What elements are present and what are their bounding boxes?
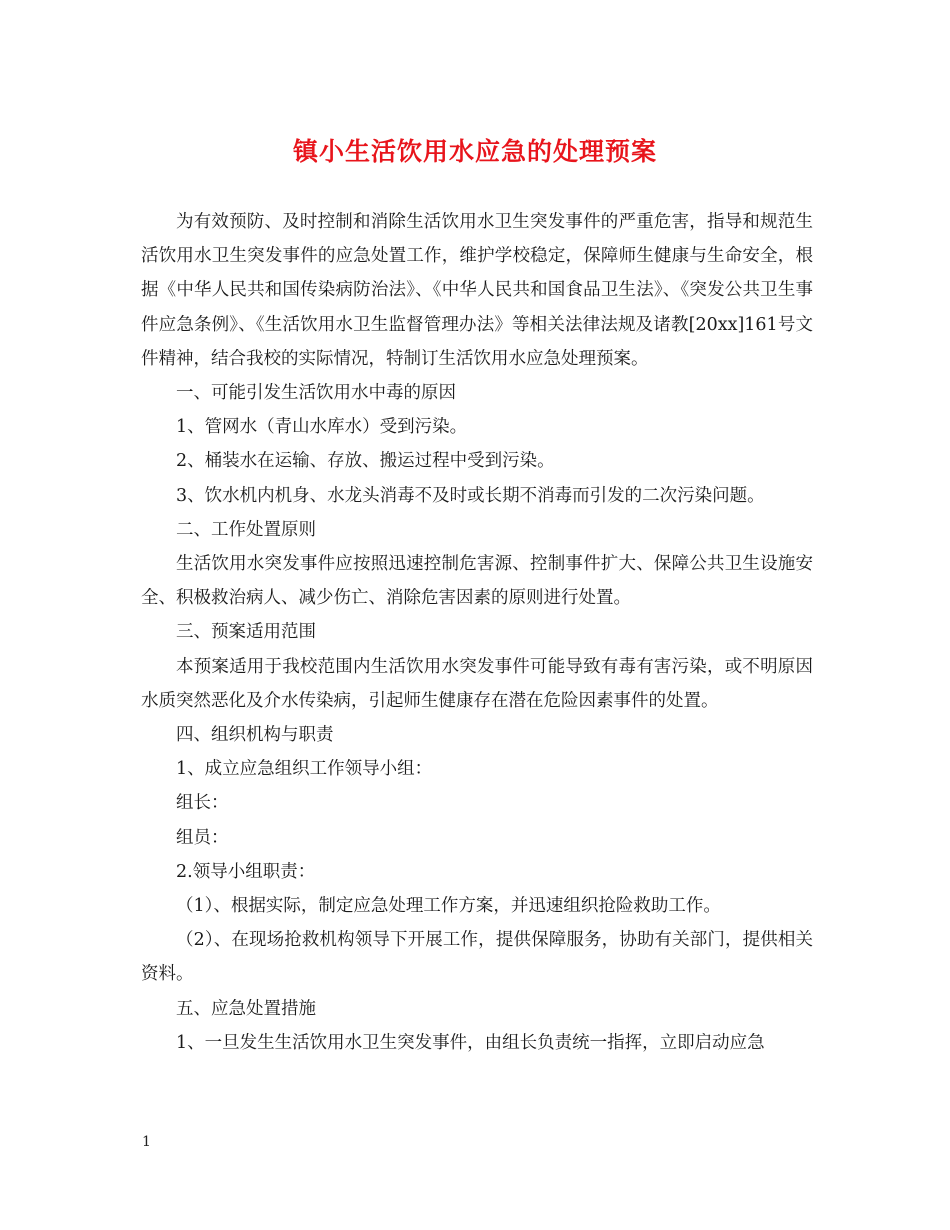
paragraph: 本预案适用于我校范围内生活饮用水突发事件可能导致有毒有害污染，或不明原因水质突然恶化及介水传染病，引起师生健康存在潜在危险因素事件的处置。 bbox=[141, 656, 813, 711]
section-heading-3: 三、预案适用范围 bbox=[176, 622, 316, 643]
members-line: 组员： bbox=[176, 827, 229, 848]
list-item: （2）、在现场抢救机构领导下开展工作，提供保障服务，协助有关部门，提供相关资料。 bbox=[141, 930, 813, 985]
page-number: 1 bbox=[142, 1134, 151, 1150]
section-heading-5: 五、应急处置措施 bbox=[176, 998, 316, 1019]
list-item: （1）、根据实际，制定应急处理工作方案，并迅速组织抢险救助工作。 bbox=[176, 896, 721, 917]
list-item: 2、桶装水在运输、存放、搬运过程中受到污染。 bbox=[176, 451, 555, 472]
document-body bbox=[141, 205, 813, 1060]
leader-line: 组长： bbox=[176, 793, 229, 814]
section-heading-1: 一、可能引发生活饮用水中毒的原因 bbox=[176, 383, 456, 404]
list-item: 1、管网水（青山水库水）受到污染。 bbox=[176, 417, 468, 438]
list-item: 1、成立应急组织工作领导小组： bbox=[176, 759, 433, 780]
paragraph: 1、一旦发生生活饮用水卫生突发事件，由组长负责统一指挥，立即启动应急 bbox=[176, 1032, 765, 1053]
section-heading-2: 二、工作处置原则 bbox=[176, 519, 316, 540]
paragraph: 生活饮用水突发事件应按照迅速控制危害源、控制事件扩大、保障公共卫生设施安全、积极救治病人、减少伤亡、消除危害因素的原则进行处置。 bbox=[141, 554, 813, 609]
document-title: 镇小生活饮用水应急的处理预案 bbox=[292, 137, 657, 166]
list-item: 2.领导小组职责： bbox=[176, 861, 316, 882]
section-heading-4: 四、组织机构与职责 bbox=[176, 725, 334, 746]
paragraph-intro: 为有效预防、及时控制和消除生活饮用水卫生突发事件的严重危害，指导和规范生活饮用水卫生突发事件的应急处置工作，维护学校稳定，保障师生健康与生命安全，根据《中华人民共和国传染病防治法》、《中华人民共和国食品卫生法》、《突发公共卫生事件应急条例》、《生活饮用水卫生监督管理办法》等相关法律法规及诸教[20xx]161号文件精神，结合我校的实际情况，特制订生活饮用水应急处理预案。 bbox=[141, 212, 813, 369]
list-item: 3、饮水机内机身、水龙头消毒不及时或长期不消毒而引发的二次污染问题。 bbox=[176, 485, 765, 506]
